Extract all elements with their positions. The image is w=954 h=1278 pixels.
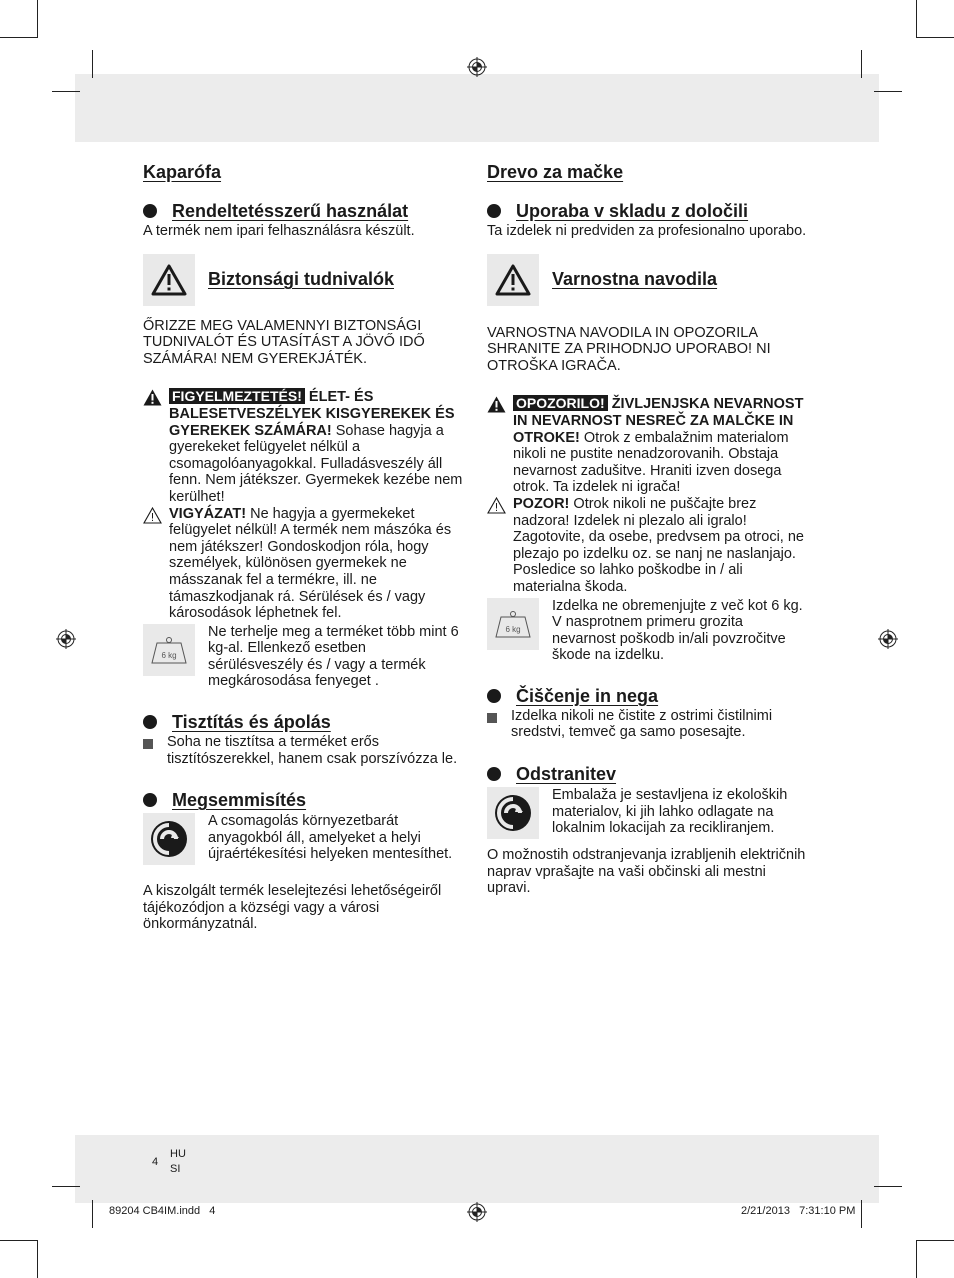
language-code-si: SI: [170, 1163, 181, 1175]
footer-band: [75, 1135, 879, 1203]
print-timestamp: 2/21/2013 7:31:10 PM: [741, 1205, 856, 1217]
column-hungarian: [143, 160, 465, 933]
warning-label: FIGYELMEZTETÉS!: [169, 388, 305, 404]
crop-mark: [37, 0, 38, 38]
disposal-block: [487, 787, 809, 839]
crop-mark: [52, 1186, 80, 1187]
crop-mark: [0, 1240, 38, 1241]
weight-icon: [487, 598, 539, 650]
square-bullet-icon: [487, 713, 497, 723]
crop-mark: [37, 1240, 38, 1278]
language-code-hu: HU: [170, 1148, 186, 1160]
heading-disposal: Odstranitev: [487, 762, 809, 786]
disposal-text: A csomagolás környezetbarát anyagokból áll, amelyeket a helyi újraértékesítési helyeken mentesíthet.: [208, 813, 453, 863]
warning-filled-icon: [487, 395, 513, 496]
crop-mark: [916, 1240, 917, 1278]
bullet-icon: [143, 715, 157, 729]
crop-mark: [916, 37, 954, 38]
safety-caps-text: VARNOSTNA NAVODILA IN OPOZORILA SHRANITE ZA PRIHODNJO UPORABO! NI OTROŠKA IGRAČA.: [487, 324, 771, 374]
crop-mark: [916, 0, 917, 38]
crop-mark: [52, 91, 80, 92]
registration-mark-icon: [467, 57, 487, 77]
bullet-icon: [143, 204, 157, 218]
page-number: 4: [152, 1156, 159, 1168]
crop-mark: [874, 1186, 902, 1187]
registration-mark-icon: [467, 1202, 487, 1222]
green-dot-recycling-icon: [143, 813, 195, 865]
heading-cleaning: Tisztítás és ápolás: [143, 710, 465, 734]
heading-safety: Varnostna navodila: [487, 254, 809, 306]
column-slovenian: [487, 160, 809, 897]
caution-block: POZOR! Otrok nikoli ne puščajte brez nadzora! Izdelek ni plezalo ali igralo! Zagotovite, da osebe, predvsem pa otroci, ne plezajo po izdelku oz. se nanj ne naslanjajo. Posledice so lahko poškodbe in / ali materialna škoda.: [487, 496, 809, 596]
svg-text:6 kg: 6 kg: [505, 624, 521, 634]
caution-outline-icon: [487, 496, 513, 596]
safety-caps-text: ŐRIZZE MEG VALAMENNYI BIZTONSÁGI TUDNIVALÓT ÉS UTASÍTÁST A JÖVŐ IDŐ SZÁMÁRA! NEM GYEREKJÁTÉK.: [143, 317, 425, 367]
caution-outline-icon: [143, 506, 169, 622]
heading-disposal: Megsemmisítés: [143, 788, 465, 812]
disposal-text: Embalaža je sestavljena iz ekoloških materialov, ki jih lahko odlagate na lokalnim lokacijah za recikliranjem.: [552, 787, 788, 837]
crop-mark: [861, 1200, 862, 1228]
warning-block: FIGYELMEZTETÉS! ÉLET- ÉS BALESETVESZÉLYEK KISGYEREKEK ÉS GYEREKEK SZÁMÁRA! Sohase hagyja a gyerekeket felügyelet nélkül a csomagolóanyagokkal. Fulladásveszély áll fenn. Nem játékszer. Gyermekek kezébe nem kerülhet!: [143, 388, 465, 505]
warning-triangle-icon: [487, 254, 539, 306]
bullet-icon: [143, 793, 157, 807]
header-band: [75, 74, 879, 142]
heading-safety: Biztonsági tudnivalók: [143, 254, 465, 306]
section-title: Kaparófa: [143, 162, 222, 182]
weight-limit-text: Ne terhelje meg a terméket több mint 6 kg-al. Ellenkező esetben sérülésveszély és / vagy a termék megkárosodása fenyeget .: [208, 623, 459, 690]
crop-mark: [92, 50, 93, 78]
caution-block: VIGYÁZAT! Ne hagyja a gyermekeket felügyelet nélkül! A termék nem mászóka és nem játékszer! Gondoskodjon róla, hogy személyek, különösen gyermekek ne másszanak fel a termékre, ill. ne támaszkodjanak rá. Sérülések és / vagy károsodások léphetnek fel.: [143, 506, 465, 622]
weight-limit-block: [143, 624, 465, 690]
bullet-icon: [487, 689, 501, 703]
intended-use-text: A termék nem ipari felhasználásra készült.: [143, 223, 415, 239]
square-bullet-icon: [143, 739, 153, 749]
svg-text:6 kg: 6 kg: [161, 650, 177, 660]
crop-mark: [874, 91, 902, 92]
registration-mark-icon: [56, 629, 76, 649]
crop-mark: [916, 1240, 954, 1241]
cleaning-item: Soha ne tisztítsa a terméket erős tisztítószerekkel, hanem csak porszívózza le.: [143, 734, 465, 767]
disposal-text-2: A kiszolgált termék leselejtezési lehetőségeiről tájékozódjon a községi vagy a városi önkormányzatnál.: [143, 883, 442, 933]
green-dot-recycling-icon: [487, 787, 539, 839]
warning-block: OPOZORILO! ŽIVLJENJSKA NEVARNOST IN NEVARNOST NESREČ ZA MALČKE IN OTROKE! Otrok z embalažnim materialom nikoli ne pustite nenadzorovanih. Obstaja nevarnost zadušitve. Hraniti izven dosega otrok. Ta izdelek ni igrača!: [487, 395, 809, 496]
crop-mark: [861, 50, 862, 78]
disposal-block: [143, 813, 465, 865]
weight-limit-text: Izdelka ne obremenjujte z več kot 6 kg. V nasprotnem primeru grozita nevarnost poškodb in/ali povzročitve škode na izdelku.: [552, 597, 803, 664]
heading-intended-use: Uporaba v skladu z določili: [487, 199, 809, 223]
intended-use-text: Ta izdelek ni predviden za profesionalno uporabo.: [487, 223, 807, 239]
bullet-icon: [487, 204, 501, 218]
warning-filled-icon: [143, 388, 169, 505]
section-title: Drevo za mačke: [487, 162, 624, 182]
warning-triangle-icon: [143, 254, 195, 306]
crop-mark: [0, 37, 38, 38]
heading-intended-use: Rendeltetésszerű használat: [143, 199, 465, 223]
crop-mark: [92, 1200, 93, 1228]
bullet-icon: [487, 767, 501, 781]
weight-limit-block: [487, 598, 809, 664]
cleaning-item: Izdelka nikoli ne čistite z ostrimi čistilnimi sredstvi, temveč ga samo posesajte.: [487, 708, 809, 741]
warning-label: OPOZORILO!: [513, 395, 608, 411]
file-name: 89204 CB4IM.indd 4: [109, 1205, 216, 1217]
weight-icon: [143, 624, 195, 676]
disposal-text-2: O možnostih odstranjevanja izrabljenih električnih naprav vprašajte na vaši občinski ali mestni upravi.: [487, 847, 806, 897]
heading-cleaning: Čiščenje in nega: [487, 684, 809, 708]
registration-mark-icon: [878, 629, 898, 649]
